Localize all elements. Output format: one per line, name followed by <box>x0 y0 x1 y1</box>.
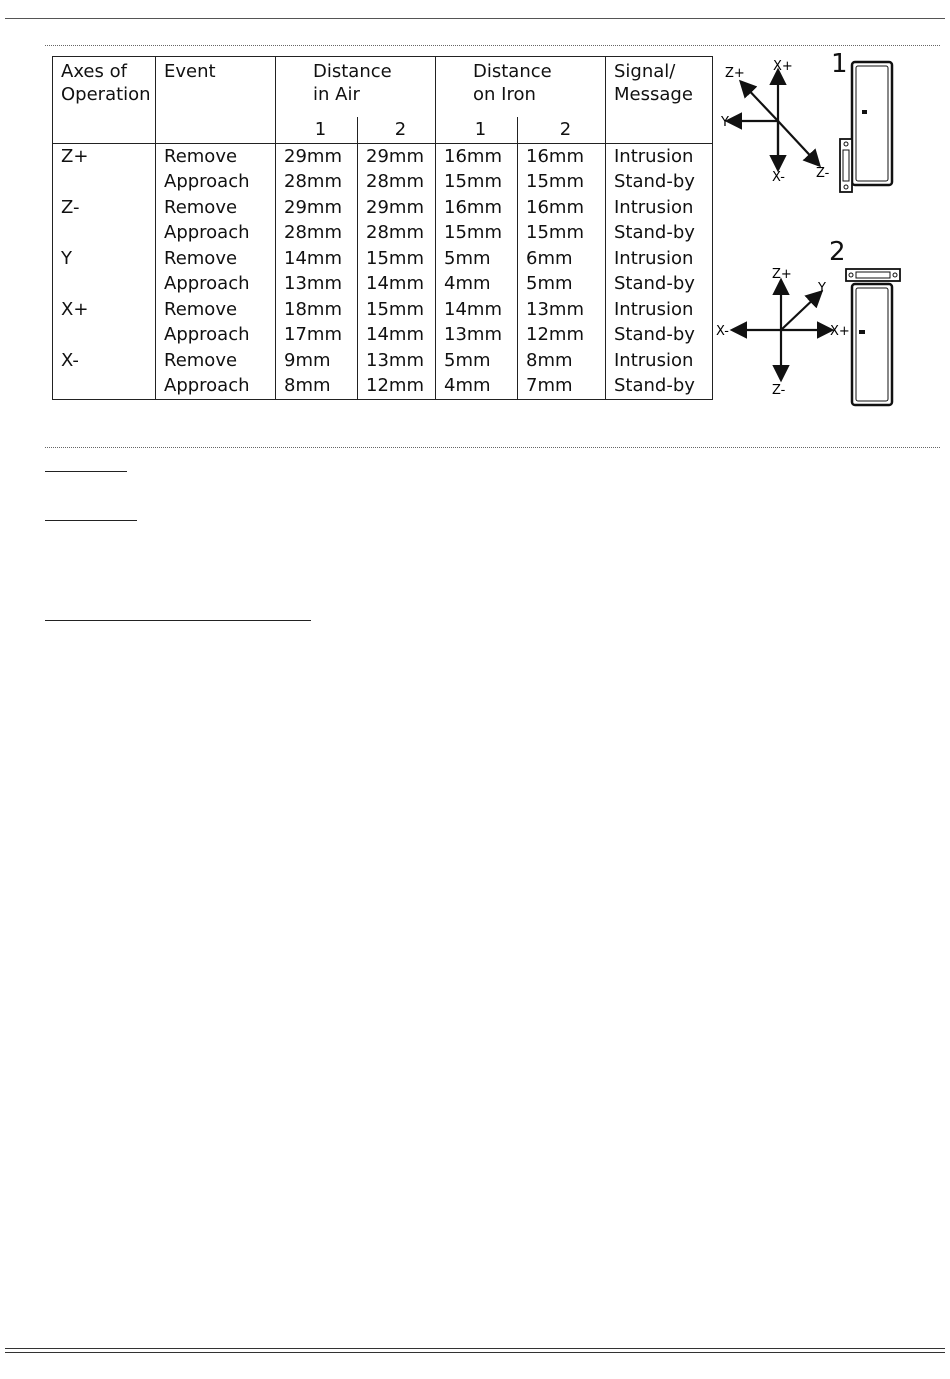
event-cell: Remove <box>164 196 238 218</box>
air2-cell: 15mm <box>366 247 424 269</box>
signal-cell: Intrusion <box>614 145 694 167</box>
diagram-1-number: 1 <box>831 49 848 79</box>
signal-cell: Stand-by <box>614 375 695 396</box>
iron1-cell: 16mm <box>444 145 502 167</box>
label-zplus: Z+ <box>772 267 792 282</box>
signal-cell: Stand-by <box>614 273 695 294</box>
axis-cell: Z+ <box>61 145 89 167</box>
event-cell: Remove <box>164 349 238 371</box>
iron1-cell: 4mm <box>444 375 491 396</box>
underline-rule-1 <box>45 471 127 472</box>
air2-cell: 12mm <box>366 375 424 396</box>
iron2-cell: 15mm <box>526 171 584 192</box>
iron2-cell: 15mm <box>526 222 584 243</box>
event-cell: Remove <box>164 298 238 320</box>
air1-cell: 28mm <box>284 222 342 243</box>
column-signal <box>606 143 713 399</box>
top-rule <box>5 18 945 19</box>
axis-diagram-1 <box>712 50 942 200</box>
air1-cell: 29mm <box>284 196 342 218</box>
signal-cell: Intrusion <box>614 247 694 269</box>
signal-cell: Intrusion <box>614 298 694 320</box>
iron1-cell: 5mm <box>444 349 491 371</box>
air2-cell: 14mm <box>366 273 424 294</box>
axis-z-minus-line <box>778 121 818 164</box>
subheader-iron-1: 1 <box>436 117 518 143</box>
air1-cell: 13mm <box>284 273 342 294</box>
axis-cell: Z- <box>61 196 80 218</box>
air1-cell: 17mm <box>284 324 342 345</box>
column-air-2 <box>358 143 436 399</box>
axis-cell <box>61 322 155 348</box>
iron2-cell: 12mm <box>526 324 584 345</box>
air1-cell: 8mm <box>284 375 331 396</box>
air2-cell: 28mm <box>366 171 424 192</box>
subheader-air-1: 1 <box>276 117 358 143</box>
air2-cell: 13mm <box>366 349 424 371</box>
header-signal-text: Signal/ Message <box>614 61 693 105</box>
column-air-1 <box>276 143 358 399</box>
subheader-air-2: 2 <box>358 117 436 143</box>
label-zminus: Z- <box>772 383 786 398</box>
event-cell: Approach <box>164 273 250 294</box>
iron1-cell: 15mm <box>444 171 502 192</box>
label-xminus: X- <box>772 170 785 185</box>
detector-led <box>859 330 865 334</box>
air1-cell: 28mm <box>284 171 342 192</box>
event-cell: Approach <box>164 222 250 243</box>
iron1-cell: 14mm <box>444 298 502 320</box>
iron2-cell: 16mm <box>526 145 584 167</box>
axes-distance-table <box>52 56 713 400</box>
magnet <box>840 139 852 192</box>
label-xplus: X+ <box>830 324 850 339</box>
air2-cell: 29mm <box>366 196 424 218</box>
air1-cell: 18mm <box>284 298 342 320</box>
column-iron-2 <box>518 143 606 399</box>
axis-cell <box>61 373 155 399</box>
label-xplus: X+ <box>773 59 793 74</box>
subheader-iron-2: 2 <box>518 117 606 143</box>
axis-cell <box>61 169 155 195</box>
underline-rule-3 <box>45 620 311 621</box>
air1-cell: 14mm <box>284 247 342 269</box>
event-cell: Remove <box>164 247 238 269</box>
event-cell: Approach <box>164 171 250 192</box>
dotted-divider-bottom <box>45 447 940 448</box>
diagram-2-number: 2 <box>829 237 846 267</box>
iron1-cell: 15mm <box>444 222 502 243</box>
iron1-cell: 16mm <box>444 196 502 218</box>
signal-cell: Intrusion <box>614 349 694 371</box>
header-distance-iron <box>436 57 606 118</box>
dotted-divider-top <box>45 45 940 46</box>
axis-cell: X+ <box>61 298 89 320</box>
table-body-row <box>53 143 713 399</box>
axis-z-line <box>742 83 778 121</box>
axis-cell <box>61 271 155 297</box>
footer-rule-secondary <box>5 1352 945 1353</box>
axis-diagram-2 <box>712 238 942 413</box>
iron2-cell: 8mm <box>526 349 573 371</box>
signal-cell: Stand-by <box>614 324 695 345</box>
signal-cell: Stand-by <box>614 222 695 243</box>
header-distance-iron-text: Distance on Iron <box>473 61 552 105</box>
label-xminus: X- <box>716 324 729 339</box>
signal-cell: Intrusion <box>614 196 694 218</box>
detector-body <box>852 62 892 185</box>
column-iron-1 <box>436 143 518 399</box>
event-cell: Approach <box>164 375 250 396</box>
header-distance-air <box>276 57 436 118</box>
iron2-cell: 13mm <box>526 298 584 320</box>
iron1-cell: 5mm <box>444 247 491 269</box>
header-distance-air-text: Distance in Air <box>313 61 392 105</box>
air2-cell: 15mm <box>366 298 424 320</box>
footer-rule <box>5 1348 945 1349</box>
iron2-cell: 7mm <box>526 375 573 396</box>
detector-body <box>852 284 892 405</box>
air2-cell: 29mm <box>366 145 424 167</box>
axis-cell: X- <box>61 349 79 371</box>
table-header-row <box>53 57 713 118</box>
header-axes: Axes of Operation <box>61 61 151 105</box>
header-event: Event <box>156 57 276 144</box>
label-y: Y <box>818 281 826 296</box>
detector-led <box>862 110 867 114</box>
label-zplus: Z+ <box>725 66 745 81</box>
column-axes <box>53 143 156 399</box>
air1-cell: 9mm <box>284 349 331 371</box>
axis-cell: Y <box>61 247 72 269</box>
header-signal <box>606 57 713 144</box>
iron2-cell: 6mm <box>526 247 573 269</box>
axis-cell <box>61 220 155 246</box>
event-cell: Remove <box>164 145 238 167</box>
underline-rule-2 <box>45 520 137 521</box>
iron2-cell: 16mm <box>526 196 584 218</box>
iron2-cell: 5mm <box>526 273 573 294</box>
label-y: Y <box>721 115 729 130</box>
magnet <box>846 269 900 281</box>
iron1-cell: 13mm <box>444 324 502 345</box>
air1-cell: 29mm <box>284 145 342 167</box>
air2-cell: 28mm <box>366 222 424 243</box>
event-cell: Approach <box>164 324 250 345</box>
axis-y-line <box>781 293 820 330</box>
air2-cell: 14mm <box>366 324 424 345</box>
column-event <box>156 143 276 399</box>
label-zminus: Z- <box>816 166 830 181</box>
signal-cell: Stand-by <box>614 171 695 192</box>
iron1-cell: 4mm <box>444 273 491 294</box>
